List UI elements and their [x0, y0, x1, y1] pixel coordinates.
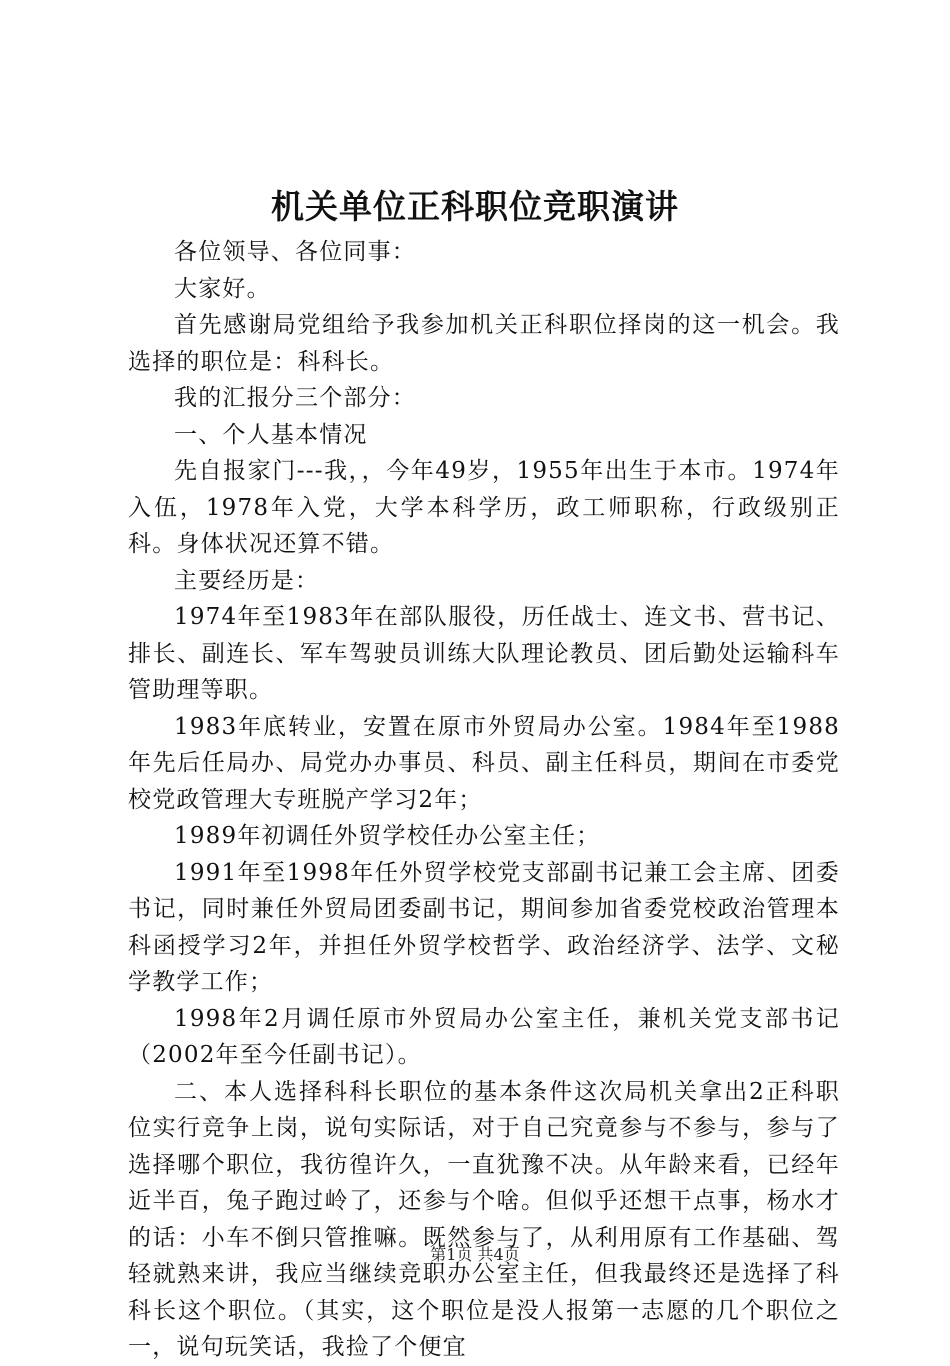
- experience-paragraph-1989: 1989年初调任外贸学校任办公室主任；: [174, 823, 601, 849]
- intro-paragraph: 首先感谢局党组给予我参加机关正科职位择岗的这一机会。我选择的职位是：科科长。: [128, 312, 840, 375]
- personal-info-paragraph: 先自报家门---我，，今年49岁，1955年出生于本市。1974年入伍，1978年入党，大学本科学历，政工师职称，行政级别正科。身体状况还算不错。: [128, 458, 840, 557]
- section-2-paragraph: 二、本人选择科科长职位的基本条件这次局机关拿出2正科职位实行竞争上岗，说句实际话，对于自己究竟参与不参与，参与了选择哪个职位，我彷徨许久，一直犹豫不决。从年龄来看，已经年近半百，兔子跑过岭了，还参与个啥。但似乎还想干点事，杨水才的话：小车不倒只管推嘛。既然参与了，从利用原有工作基础、驾轻就熟来讲，我应当继续竞职办公室主任，但我最终还是选择了科科长这个职位。（其实，这个职位是没人报第一志愿的几个职位之一，说句玩笑话，我捡了个便宜: [128, 1078, 840, 1360]
- experience-heading: 主要经历是：: [174, 567, 320, 594]
- salutation-paragraph: 各位领导、各位同事：: [174, 239, 416, 265]
- document-body: [128, 234, 840, 1366]
- experience-paragraph-1998: 1998年2月调任原市外贸局办公室主任，兼机关党支部书记（2002年至今任副书记）。: [128, 1005, 840, 1068]
- document-title: 机关单位正科职位竞职演讲: [271, 187, 679, 226]
- page-footer: 第1页 共4页: [430, 1245, 520, 1264]
- greeting-paragraph: 大家好。: [174, 275, 271, 302]
- outline-paragraph: 我的汇报分三个部分：: [174, 385, 416, 411]
- experience-paragraph-1974: 1974年至1983年在部队服役，历任战士、连文书、营书记、排长、副连长、军车驾驶员训练大队理论教员、团后勤处运输科车管助理等职。: [128, 604, 840, 703]
- section-heading-1: 一、个人基本情况: [174, 421, 368, 448]
- experience-paragraph-1991: 1991年至1998年任外贸学校党支部副书记兼工会主席、团委书记，同时兼任外贸局团委副书记，期间参加省委党校政治管理本科函授学习2年，并担任外贸学校哲学、政治经济学、法学、文秘学教学工作；: [128, 859, 840, 995]
- experience-paragraph-1983: 1983年底转业，安置在原市外贸局办公室。1984年至1988年先后任局办、局党办办事员、科员、副主任科员，期间在市委党校党政管理大专班脱产学习2年；: [128, 713, 840, 813]
